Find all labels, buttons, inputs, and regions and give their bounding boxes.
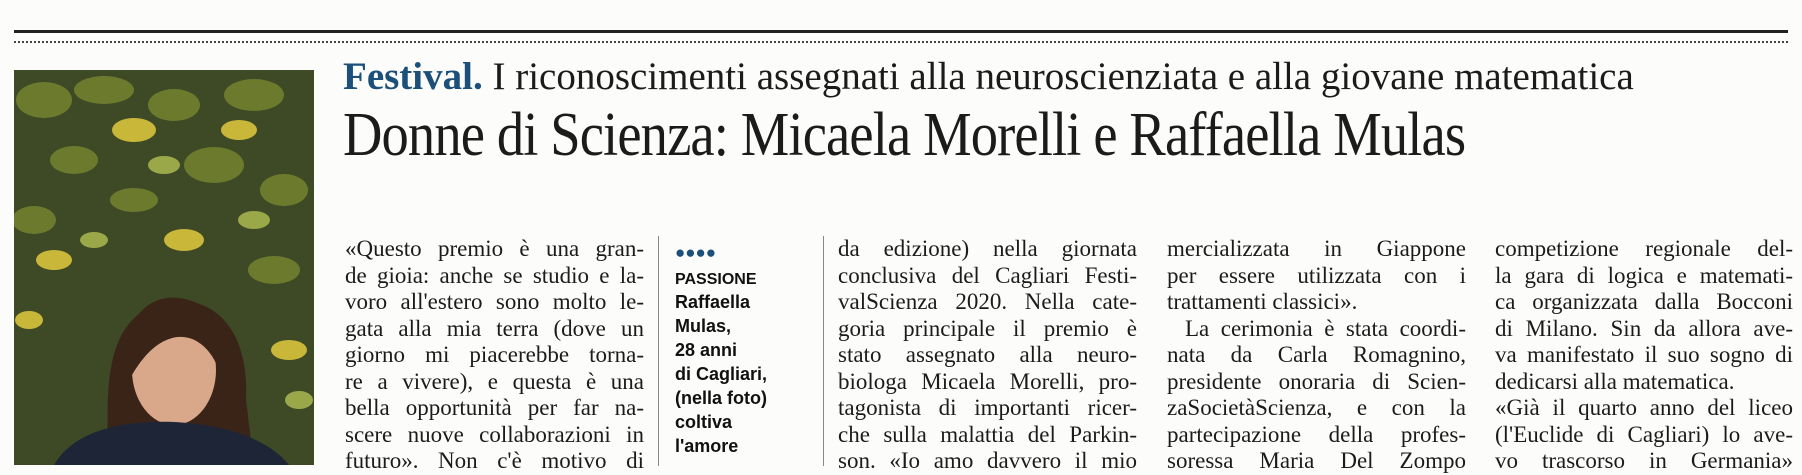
text-line: che sulla malattia del Parkin- xyxy=(838,421,1137,447)
article-column-1 xyxy=(345,236,644,475)
text-line: va manifestato il suo sogno di xyxy=(1495,342,1793,367)
text-line: ca organizzata dalla Bocconi xyxy=(1495,289,1793,314)
caption-line: di Cagliari, xyxy=(675,364,768,384)
top-rule xyxy=(14,30,1788,33)
text-line: stato assegnato alla neuro- xyxy=(838,342,1137,367)
text-line: «Già il quarto anno del liceo xyxy=(1495,395,1793,420)
headline: Donne di Scienza: Micaela Morelli e Raffaella Mulas xyxy=(343,101,1466,169)
text-line: conclusiva del Cagliari Festi- xyxy=(838,262,1137,288)
kicker-text: I riconoscimenti assegnati alla neuroscienziata e alla giovane matematica xyxy=(492,55,1634,98)
text-line: dedicarsi alla matematica. xyxy=(1495,368,1735,394)
text-line: per essere utilizzata con i xyxy=(1167,262,1466,288)
text-line: voro all'estero sono molto le- xyxy=(345,289,644,314)
caption-line: (nella foto) xyxy=(675,388,767,408)
text-line: scere nuove collaborazioni in xyxy=(345,421,644,447)
text-line: vo trascorso in Germania» xyxy=(1495,448,1793,473)
caption-line: coltiva xyxy=(675,412,733,432)
decorative-dots-icon: ●●●● xyxy=(675,243,717,262)
text-line: da edizione) nella giornata xyxy=(838,236,1137,261)
caption-line: Raffaella xyxy=(675,292,751,312)
text-line: tagonista di importanti ricer- xyxy=(838,395,1137,420)
text-line: de gioia: anche se studio e la- xyxy=(345,262,644,288)
text-line: gata alla mia terra (dove un xyxy=(345,315,644,341)
kicker xyxy=(343,54,1634,99)
text-line: competizione regionale del- xyxy=(1495,236,1793,261)
portrait-photo xyxy=(14,70,314,465)
text-line: re a vivere), e questa è una xyxy=(345,368,644,394)
caption-line: Mulas, xyxy=(675,316,732,336)
caption-line: l'amore xyxy=(675,436,739,456)
text-line: soressa Maria Del Zompo xyxy=(1167,448,1466,473)
text-line: di Milano. Sin da allora ave- xyxy=(1495,315,1793,341)
article-column-2 xyxy=(838,236,1137,475)
text-line: zaSocietàScienza, e con la xyxy=(1167,395,1466,420)
sidebar-label: PASSIONE xyxy=(675,271,757,288)
text-line: trattamenti classici». xyxy=(1167,289,1358,314)
column-divider xyxy=(658,236,659,466)
text-line: bella opportunità per far na- xyxy=(345,395,644,420)
article-column-4 xyxy=(1495,236,1793,475)
text-line: goria principale il premio è xyxy=(838,315,1137,341)
text-line: futuro». Non c'è motivo di xyxy=(345,448,644,473)
sidebar-caption xyxy=(675,244,767,458)
text-line: (l'Euclide di Cagliari) lo ave- xyxy=(1495,421,1793,447)
text-line: La cerimonia è stata coordi- xyxy=(1185,315,1466,341)
text-line: biologa Micaela Morelli, pro- xyxy=(838,368,1137,394)
dotted-rule xyxy=(14,41,1788,43)
caption-line: 28 anni xyxy=(675,340,738,360)
text-line: presidente onoraria di Scien- xyxy=(1167,368,1466,394)
text-line: partecipazione della profes- xyxy=(1167,421,1466,447)
column-divider xyxy=(823,236,824,466)
kicker-label: Festival. xyxy=(343,55,483,98)
text-line: la gara di logica e matemati- xyxy=(1495,262,1793,288)
text-line: nata da Carla Romagnino, xyxy=(1167,342,1466,367)
text-line: valScienza 2020. Nella cate- xyxy=(838,289,1137,314)
text-line: son. «Io amo davvero il mio xyxy=(838,448,1137,473)
text-line: «Questo premio è una gran- xyxy=(345,236,644,261)
text-line: giorno mi piacerebbe torna- xyxy=(345,342,644,367)
article-column-3 xyxy=(1167,236,1466,475)
text-line: mercializzata in Giappone xyxy=(1167,236,1466,261)
